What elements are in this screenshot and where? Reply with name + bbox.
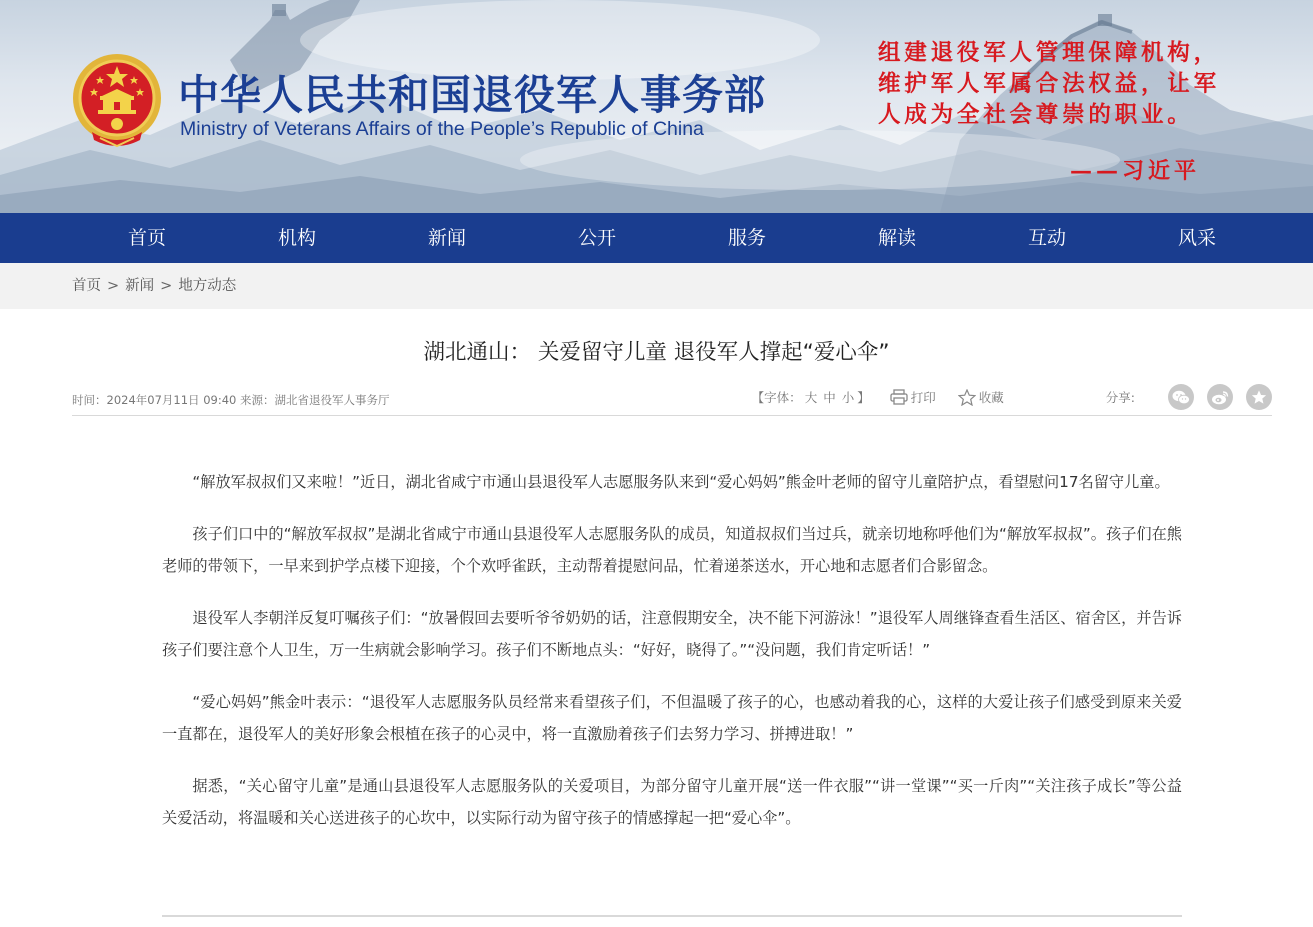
national-emblem-icon xyxy=(70,52,164,150)
article-body xyxy=(162,466,1182,854)
favorite-button[interactable] xyxy=(958,388,1004,406)
nav-item-news[interactable]: 新闻 xyxy=(427,227,466,249)
breadcrumb-separator: > xyxy=(160,278,173,294)
article-paragraph: “解放军叔叔们又来啦！”近日，湖北省咸宁市通山县退役军人志愿服务队来到“爱心妈妈”熊金叶老师的留守儿童陪护点，看望慰问17名留守儿童。 xyxy=(192,473,1170,491)
article-paragraph: “爱心妈妈”熊金叶表示：“退役军人志愿服务队员经常来看望孩子们，不但温暖了孩子的心，也感动着我的心，这样的大爱让孩子们感受到原来关爱一直都在，退役军人的美好形象会根植在孩子的心灵中，将一直激励着孩子们去努力学习、拼搏进取！” xyxy=(162,693,1182,743)
article-meta: 时间：2024年07月11日 09:40 来源：湖北省退役军人事务厅 xyxy=(72,393,390,407)
printer-icon xyxy=(890,389,908,405)
nav-item-public-info[interactable]: 公开 xyxy=(577,227,616,249)
breadcrumb-home[interactable]: 首页 xyxy=(72,278,101,294)
article-title: 湖北通山： 关爱留守儿童 退役军人撑起“爱心伞” xyxy=(423,340,890,365)
breadcrumb-local-news[interactable]: 地方动态 xyxy=(178,278,237,294)
breadcrumb-news[interactable]: 新闻 xyxy=(125,278,155,294)
quote-author: ——习近平 xyxy=(1070,158,1201,184)
site-title-cn: 中华人民共和国退役军人事务部 xyxy=(178,71,766,119)
nav-item-services[interactable]: 服务 xyxy=(727,227,766,249)
article-paragraph: 据悉，“关心留守儿童”是通山县退役军人志愿服务队的关爱项目，为部分留守儿童开展“送一件衣服”“讲一堂课”“买一斤肉”“关注孩子成长”等公益关爱活动，将温暖和关心送进孩子的心坎中，以实际行动为留守孩子的情感撑起一把“爱心伞”。 xyxy=(162,777,1182,827)
article-paragraph: 孩子们口中的“解放军叔叔”是湖北省咸宁市通山县退役军人志愿服务队的成员，知道叔叔们当过兵，就亲切地称呼他们为“解放军叔叔”。孩子们在熊老师的带领下，一早来到护学点楼下迎接，个个欢呼雀跃，主动帮着提慰问品，忙着递茶送水，开心地和志愿者们合影留念。 xyxy=(162,525,1182,575)
share-wechat-button[interactable] xyxy=(1168,384,1194,410)
breadcrumb xyxy=(0,263,1313,309)
font-medium-button[interactable]: 中 xyxy=(823,390,836,405)
leader-quote: 组建退役军人管理保障机构，维护军人军属合法权益，让军人成为全社会尊崇的职业。 xyxy=(878,40,1220,128)
article-meta-bar xyxy=(72,384,1272,416)
font-large-button[interactable]: 大 xyxy=(804,390,818,405)
nav-item-interpretation[interactable]: 解读 xyxy=(877,227,916,249)
share-more-button[interactable] xyxy=(1246,384,1272,410)
header-banner xyxy=(0,0,1313,213)
main-nav xyxy=(0,213,1313,263)
favorite-label: 收藏 xyxy=(978,390,1004,405)
font-small-button[interactable]: 小 xyxy=(841,390,855,405)
nav-item-showcase[interactable]: 风采 xyxy=(1177,227,1216,249)
wechat-icon xyxy=(1172,390,1190,405)
font-label-open: 【字体： xyxy=(751,390,802,405)
divider xyxy=(162,915,1182,917)
print-button[interactable] xyxy=(890,388,936,406)
more-share-icon xyxy=(1251,389,1267,405)
nav-item-institutions[interactable]: 机构 xyxy=(277,227,316,249)
print-label: 打印 xyxy=(910,390,936,405)
article-paragraph: 退役军人李朝洋反复叮嘱孩子们：“放暑假回去要听爷爷奶奶的话，注意假期安全，决不能下河游泳！”退役军人周继锋查看生活区、宿舍区，并告诉孩子们要注意个人卫生，万一生病就会影响学习。孩子们不断地点头：“好好，晓得了。”“没问题，我们肯定听话！” xyxy=(162,609,1182,659)
article-tools xyxy=(752,384,1272,410)
share-label: 分享: xyxy=(1105,390,1135,405)
font-label-close: 】 xyxy=(857,390,870,405)
nav-item-home[interactable]: 首页 xyxy=(127,227,166,249)
star-icon xyxy=(958,389,976,406)
weibo-icon xyxy=(1211,390,1229,405)
nav-item-interaction[interactable]: 互动 xyxy=(1027,227,1066,249)
breadcrumb-separator: > xyxy=(107,278,120,294)
share-weibo-button[interactable] xyxy=(1207,384,1233,410)
font-size-control xyxy=(752,388,870,406)
site-title-en: Ministry of Veterans Affairs of the People’s Republic of China xyxy=(180,118,704,140)
